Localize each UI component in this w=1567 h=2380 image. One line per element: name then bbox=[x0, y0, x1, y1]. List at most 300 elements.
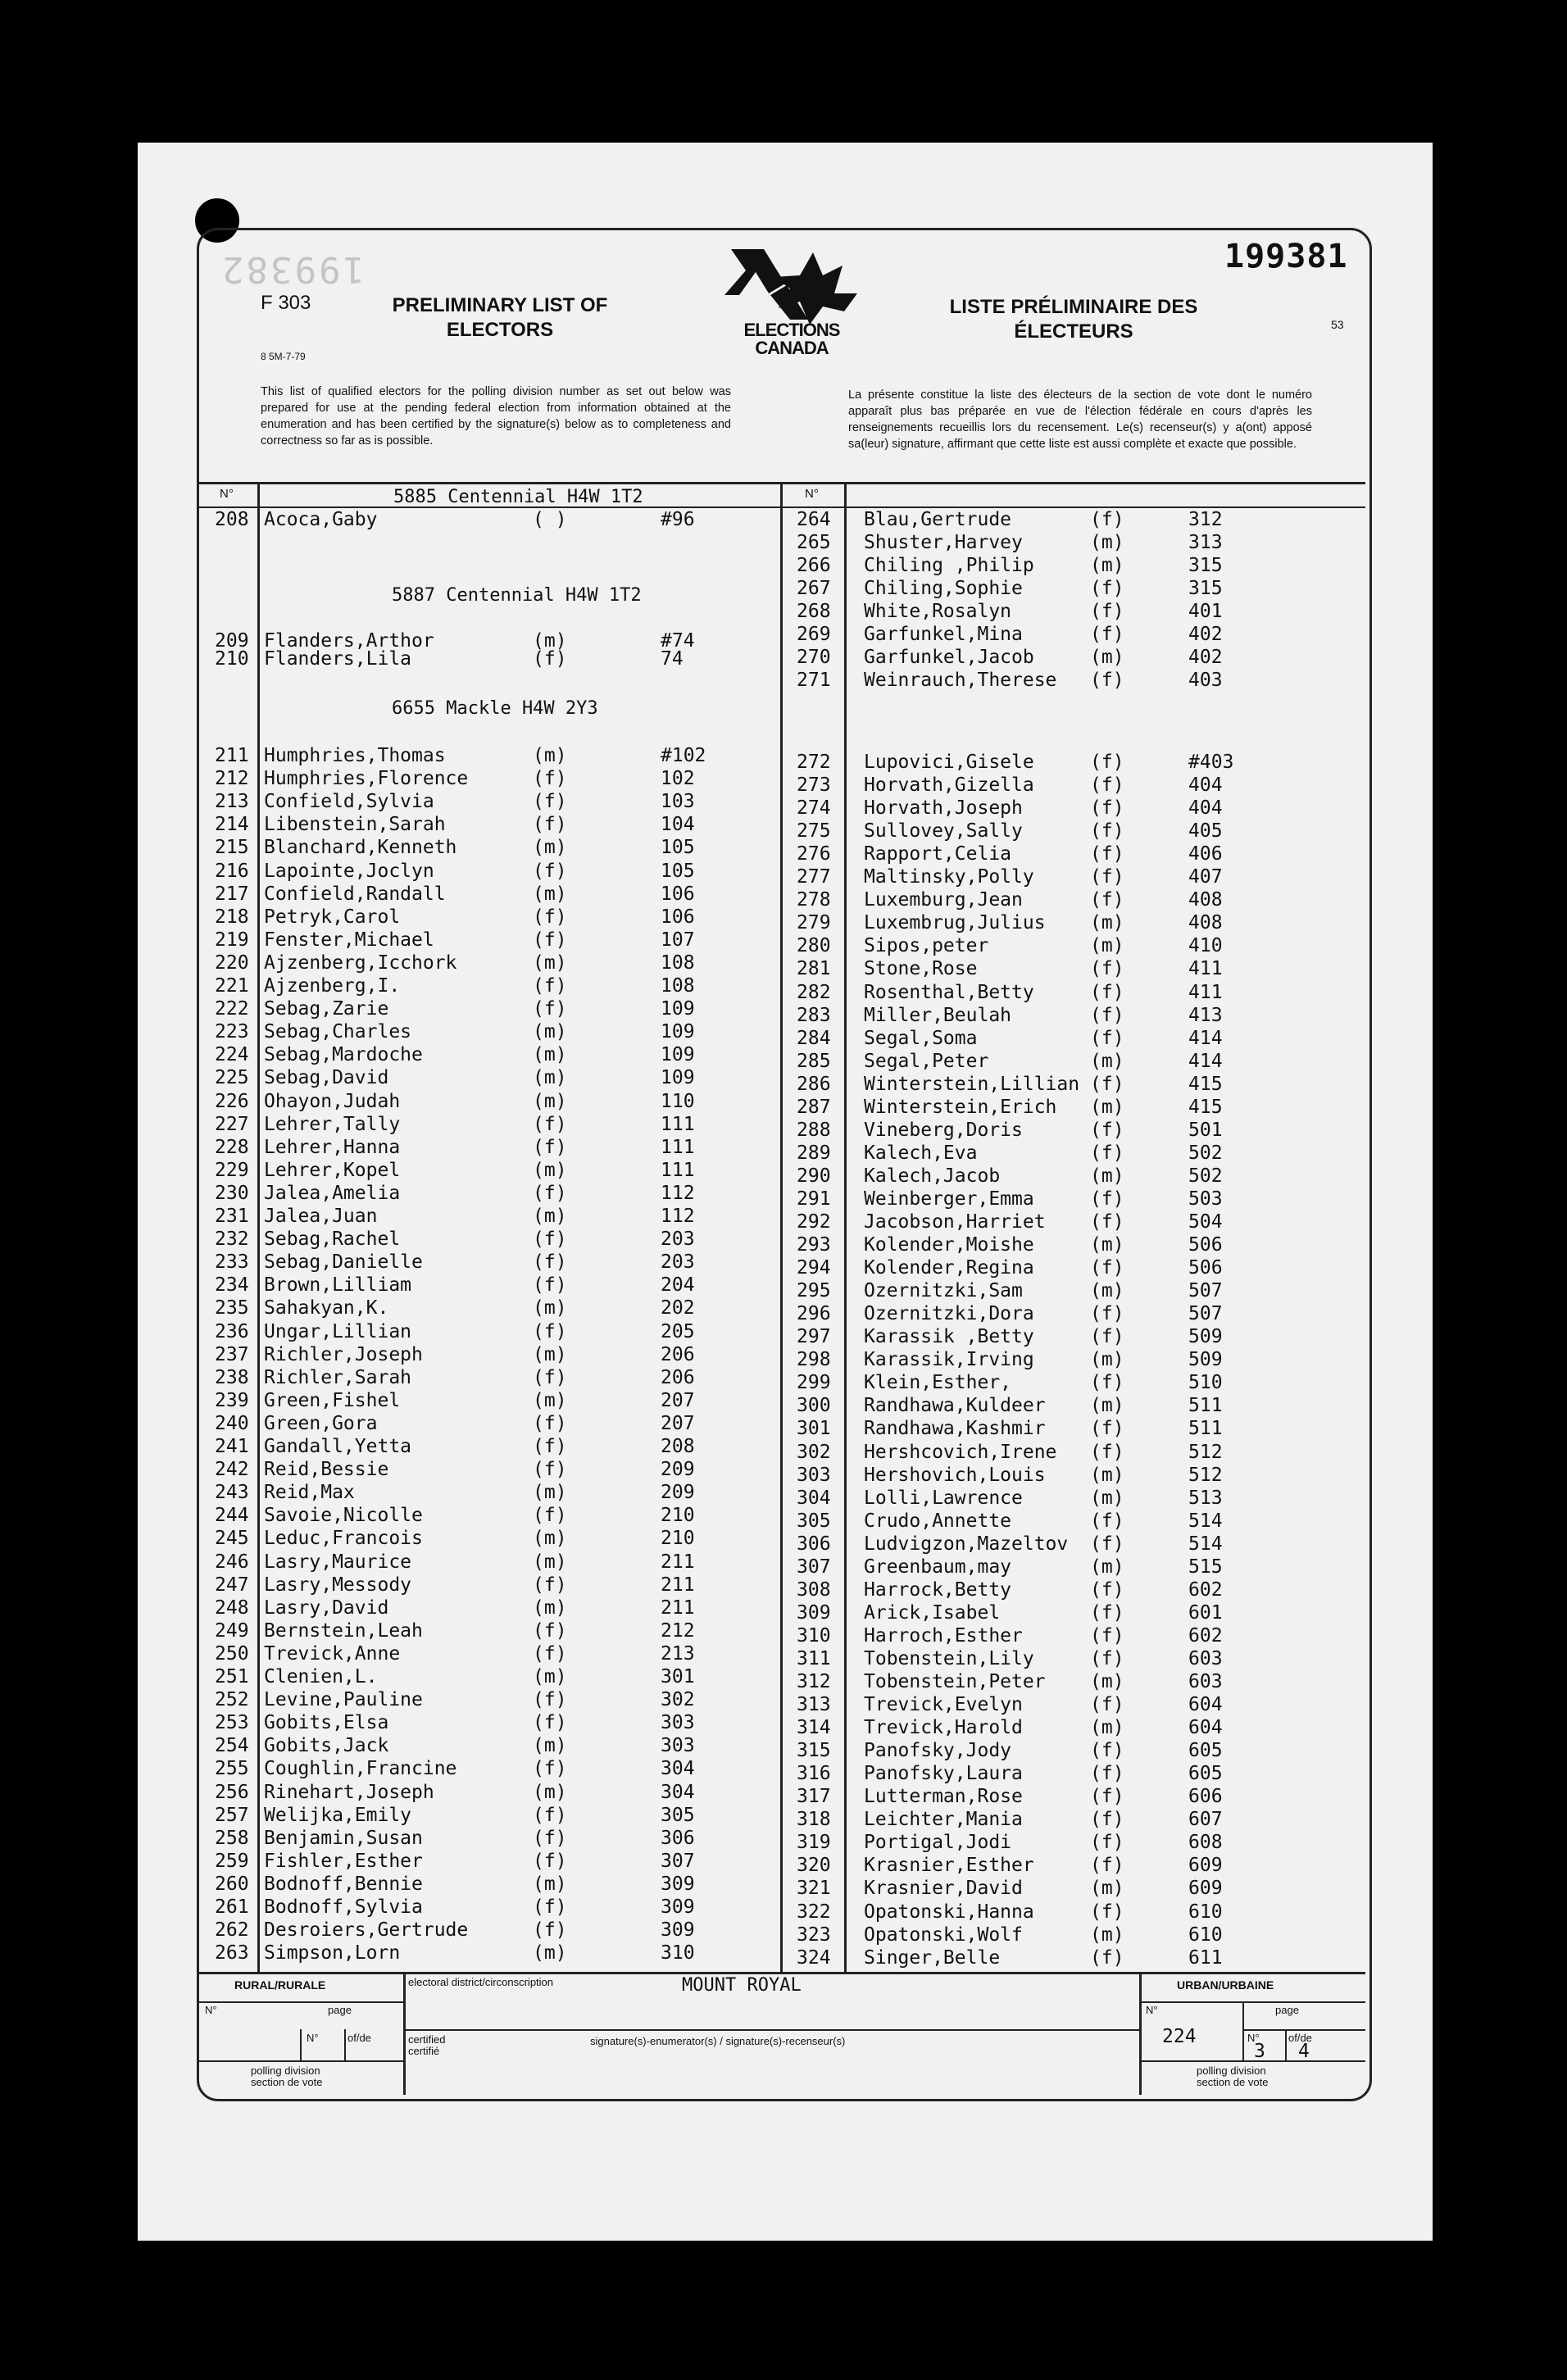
elector-sex: (f) bbox=[1090, 1326, 1124, 1348]
elector-apt: 502 bbox=[1188, 1165, 1223, 1187]
elector-apt: 611 bbox=[1188, 1946, 1223, 1969]
elector-apt: 305 bbox=[661, 1804, 695, 1826]
elector-apt: 512 bbox=[1188, 1441, 1223, 1463]
elector-apt: 512 bbox=[1188, 1464, 1223, 1486]
elector-name: Karassik ,Betty bbox=[864, 1326, 1034, 1348]
elector-name: Shuster,Harvey bbox=[864, 532, 1023, 553]
footer-rural-page-divider bbox=[300, 2029, 302, 2060]
elector-sex: (f) bbox=[1090, 981, 1124, 1003]
elector-number: 242 bbox=[215, 1459, 249, 1481]
elector-sex: (f) bbox=[533, 860, 567, 882]
elector-name: Sebag,Danielle bbox=[264, 1251, 423, 1274]
elector-number: 234 bbox=[215, 1274, 249, 1297]
elector-row bbox=[0, 1396, 1567, 1415]
elector-apt: 610 bbox=[1188, 1901, 1223, 1923]
elector-name: Sebag,Charles bbox=[264, 1021, 412, 1043]
elector-number: 266 bbox=[797, 555, 831, 576]
elector-row bbox=[0, 1902, 1567, 1922]
elector-name: Jacobson,Harriet bbox=[864, 1211, 1046, 1233]
elector-sex: (f) bbox=[1090, 843, 1124, 865]
elector-sex: (f) bbox=[533, 1827, 567, 1849]
elector-sex: (m) bbox=[1090, 1464, 1124, 1486]
elector-apt: 603 bbox=[1188, 1647, 1223, 1669]
elector-apt: 309 bbox=[661, 1896, 695, 1918]
elector-apt: 111 bbox=[661, 1113, 695, 1135]
elector-apt: 202 bbox=[661, 1297, 695, 1319]
elector-row bbox=[0, 1465, 1567, 1485]
elector-number: 285 bbox=[797, 1050, 831, 1072]
elector-name: Kolender,Moishe bbox=[864, 1234, 1034, 1256]
elector-row bbox=[0, 1626, 1567, 1646]
urban-no-label: N° bbox=[1146, 2004, 1158, 2016]
elector-number: 256 bbox=[215, 1781, 249, 1803]
elector-number: 211 bbox=[215, 745, 249, 766]
elector-number: 298 bbox=[797, 1349, 831, 1371]
elector-sex: (m) bbox=[533, 1873, 567, 1895]
elector-row bbox=[0, 1695, 1567, 1715]
elector-apt: 609 bbox=[1188, 1855, 1223, 1877]
urban-of-label: of/de bbox=[1288, 2032, 1312, 2044]
elector-name: Rinehart,Joseph bbox=[264, 1781, 434, 1803]
elector-number: 267 bbox=[797, 578, 831, 599]
elector-apt: 110 bbox=[661, 1090, 695, 1112]
elector-number: 318 bbox=[797, 1809, 831, 1831]
elector-apt: 610 bbox=[1188, 1924, 1223, 1946]
elector-apt: 414 bbox=[1188, 1027, 1223, 1049]
elector-number: 294 bbox=[797, 1257, 831, 1279]
elector-sex: (f) bbox=[1090, 1257, 1124, 1279]
elector-name: Lutterman,Rose bbox=[864, 1786, 1023, 1808]
elector-row bbox=[0, 1672, 1567, 1692]
elector-apt: 509 bbox=[1188, 1326, 1223, 1348]
no-header-left: N° bbox=[220, 487, 234, 501]
district-value: MOUNT ROYAL bbox=[682, 1975, 802, 1996]
elector-number: 248 bbox=[215, 1597, 249, 1619]
elector-sex: (f) bbox=[1090, 1601, 1124, 1624]
elector-apt: 403 bbox=[1188, 670, 1223, 691]
ghost-serial: 199382 bbox=[220, 248, 365, 290]
elector-apt: 210 bbox=[661, 1505, 695, 1527]
elector-sex: (m) bbox=[533, 952, 567, 974]
elector-name: Rapport,Celia bbox=[864, 843, 1012, 865]
elector-row bbox=[0, 579, 1567, 598]
elector-row bbox=[0, 1350, 1567, 1369]
elector-apt: 507 bbox=[1188, 1280, 1223, 1302]
elector-sex: (f) bbox=[1090, 1533, 1124, 1555]
elector-number: 271 bbox=[797, 670, 831, 691]
rural-polling-en: polling division bbox=[251, 2064, 320, 2077]
elector-sex: (f) bbox=[1090, 1441, 1124, 1463]
elector-number: 251 bbox=[215, 1666, 249, 1687]
elector-apt: 211 bbox=[661, 1574, 695, 1596]
elector-sex: (f) bbox=[533, 1436, 567, 1457]
elector-name: Randhawa,Kuldeer bbox=[864, 1395, 1046, 1417]
elector-name: Luxembrug,Julius bbox=[864, 912, 1046, 934]
elector-number: 312 bbox=[797, 1671, 831, 1692]
elector-name: Weinrauch,Therese bbox=[864, 670, 1057, 691]
rural-no-label: N° bbox=[205, 2004, 217, 2016]
elector-sex: (m) bbox=[1090, 555, 1124, 576]
elector-row bbox=[0, 1649, 1567, 1669]
elector-apt: 210 bbox=[661, 1528, 695, 1550]
elector-row bbox=[0, 1051, 1567, 1071]
elector-sex: (f) bbox=[1090, 1119, 1124, 1141]
elector-name: Fenster,Michael bbox=[264, 929, 434, 951]
elector-apt: 607 bbox=[1188, 1809, 1223, 1831]
elector-name: Luxemburg,Jean bbox=[864, 889, 1023, 911]
elector-name: Jalea,Amelia bbox=[264, 1182, 401, 1204]
elector-row bbox=[0, 1373, 1567, 1392]
elector-apt: 514 bbox=[1188, 1533, 1223, 1555]
elector-apt: 105 bbox=[661, 837, 695, 859]
elector-name: Bodnoff,Bennie bbox=[264, 1873, 423, 1895]
elector-row bbox=[0, 890, 1567, 910]
urban-page-no-label: N° bbox=[1247, 2032, 1260, 2044]
elector-number: 295 bbox=[797, 1280, 831, 1302]
elector-sex: (m) bbox=[533, 745, 567, 766]
urban-polling-fr: section de vote bbox=[1197, 2076, 1269, 2088]
elector-name: Panofsky,Laura bbox=[864, 1763, 1023, 1785]
elector-number: 308 bbox=[797, 1578, 831, 1601]
elector-number: 303 bbox=[797, 1464, 831, 1486]
footer-rural-of-divider bbox=[344, 2029, 346, 2060]
elector-name: Chiling,Sophie bbox=[864, 578, 1023, 599]
elector-name: Winterstein,Lillian bbox=[864, 1073, 1080, 1095]
title-english bbox=[361, 293, 639, 343]
elector-name: Horvath,Joseph bbox=[864, 797, 1023, 820]
elector-sex: (m) bbox=[533, 1942, 567, 1964]
elector-name: Jalea,Juan bbox=[264, 1206, 378, 1227]
elector-name: Richler,Sarah bbox=[264, 1366, 412, 1388]
elector-sex: (f) bbox=[1090, 1763, 1124, 1785]
elector-name: Ozernitzki,Dora bbox=[864, 1303, 1034, 1325]
elector-number: 324 bbox=[797, 1946, 831, 1969]
elector-sex: (f) bbox=[533, 1642, 567, 1665]
elector-number: 300 bbox=[797, 1395, 831, 1417]
elector-apt: 74 bbox=[661, 648, 684, 670]
elector-name: Coughlin,Francine bbox=[264, 1758, 457, 1780]
elector-name: Trevick,Evelyn bbox=[864, 1694, 1023, 1716]
elector-sex: (m) bbox=[1090, 1234, 1124, 1256]
elector-sex: (f) bbox=[533, 1459, 567, 1481]
elector-name: Sebag,Zarie bbox=[264, 998, 389, 1020]
certified-en: certified bbox=[408, 2033, 446, 2046]
elector-number: 229 bbox=[215, 1159, 249, 1181]
elector-sex: (m) bbox=[1090, 1349, 1124, 1371]
elector-name: Lupovici,Gisele bbox=[864, 752, 1034, 773]
elector-number: 255 bbox=[215, 1758, 249, 1780]
elector-number: 223 bbox=[215, 1021, 249, 1043]
elector-name: Richler,Joseph bbox=[264, 1343, 423, 1365]
elector-row bbox=[0, 1166, 1567, 1186]
elector-sex: (m) bbox=[533, 1781, 567, 1803]
elector-name: Weinberger,Emma bbox=[864, 1188, 1034, 1210]
elector-number: 236 bbox=[215, 1320, 249, 1342]
logo-line1: ELECTIONS bbox=[743, 320, 840, 340]
elector-apt: 510 bbox=[1188, 1372, 1223, 1394]
elector-sex: (f) bbox=[533, 1804, 567, 1826]
elector-number: 230 bbox=[215, 1182, 249, 1204]
elector-apt: 309 bbox=[661, 1873, 695, 1895]
elector-apt: 415 bbox=[1188, 1073, 1223, 1095]
elector-apt: 206 bbox=[661, 1343, 695, 1365]
elector-apt: #102 bbox=[661, 745, 706, 766]
elector-apt: 504 bbox=[1188, 1211, 1223, 1233]
elector-row bbox=[0, 913, 1567, 933]
elector-apt: 603 bbox=[1188, 1671, 1223, 1692]
elector-sex: (m) bbox=[533, 1067, 567, 1089]
notice-english: This list of qualified electors for the polling division number as set out below was prepared for use at the pending federal election from information obtained at the enumeration and has been certified by the signature(s) below as to completeness and correctness so far as is possible. bbox=[261, 385, 731, 447]
elector-number: 219 bbox=[215, 929, 249, 951]
elector-number: 288 bbox=[797, 1119, 831, 1141]
elector-apt: 511 bbox=[1188, 1395, 1223, 1417]
elector-apt: 411 bbox=[1188, 958, 1223, 980]
elector-number: 304 bbox=[797, 1487, 831, 1509]
elector-apt: 310 bbox=[661, 1942, 695, 1964]
elector-apt: 205 bbox=[661, 1320, 695, 1342]
serial-number: 199381 bbox=[1224, 238, 1348, 275]
elector-number: 272 bbox=[797, 752, 831, 773]
elector-sex: (f) bbox=[533, 975, 567, 997]
elector-name: Humphries,Thomas bbox=[264, 745, 446, 766]
footer-urban-of-divider bbox=[1285, 2029, 1287, 2060]
elector-sex: (f) bbox=[533, 1574, 567, 1596]
elector-name: Hershcovich,Irene bbox=[864, 1441, 1057, 1463]
elector-apt: 207 bbox=[661, 1389, 695, 1411]
elector-name: White,Rosalyn bbox=[864, 601, 1012, 622]
margin-mark: 53 bbox=[1331, 318, 1344, 331]
elector-row bbox=[0, 959, 1567, 979]
elector-sex: (f) bbox=[1090, 1901, 1124, 1923]
elector-name: Desroiers,Gertrude bbox=[264, 1919, 469, 1942]
elector-apt: 303 bbox=[661, 1735, 695, 1757]
elector-number: 262 bbox=[215, 1919, 249, 1942]
elector-row bbox=[0, 625, 1567, 644]
elector-name: Benjamin,Susan bbox=[264, 1827, 423, 1849]
elector-apt: 509 bbox=[1188, 1349, 1223, 1371]
address-line-2: 5887 Centennial H4W 1T2 bbox=[392, 585, 642, 606]
elector-sex: (m) bbox=[1090, 1165, 1124, 1187]
elector-row bbox=[0, 1097, 1567, 1117]
elector-apt: 402 bbox=[1188, 647, 1223, 668]
elector-row bbox=[0, 1718, 1567, 1737]
elector-apt: 608 bbox=[1188, 1832, 1223, 1854]
district-label: electoral district/circonscription bbox=[408, 1976, 554, 1988]
elector-sex: (f) bbox=[533, 929, 567, 951]
elector-sex: (f) bbox=[1090, 1786, 1124, 1808]
elector-name: Humphries,Florence bbox=[264, 768, 469, 790]
elector-number: 231 bbox=[215, 1206, 249, 1227]
elector-apt: 408 bbox=[1188, 912, 1223, 934]
elector-number: 214 bbox=[215, 814, 249, 836]
elector-sex: (f) bbox=[1090, 1946, 1124, 1969]
elector-sex: (f) bbox=[533, 998, 567, 1020]
elector-apt: 106 bbox=[661, 906, 695, 928]
elector-name: Vineberg,Doris bbox=[864, 1119, 1023, 1141]
elector-row bbox=[0, 867, 1567, 887]
elector-row bbox=[0, 1810, 1567, 1829]
elector-number: 241 bbox=[215, 1436, 249, 1457]
elector-number: 289 bbox=[797, 1142, 831, 1164]
elector-name: Rosenthal,Betty bbox=[864, 981, 1034, 1003]
elector-sex: (m) bbox=[533, 883, 567, 905]
elector-apt: 112 bbox=[661, 1182, 695, 1204]
elector-apt: 602 bbox=[1188, 1578, 1223, 1601]
elector-apt: 402 bbox=[1188, 624, 1223, 645]
elector-number: 260 bbox=[215, 1873, 249, 1895]
elector-apt: 507 bbox=[1188, 1303, 1223, 1325]
polling-division-number: 224 bbox=[1162, 2026, 1197, 2047]
elector-number: 284 bbox=[797, 1027, 831, 1049]
elector-name: Chiling ,Philip bbox=[864, 555, 1034, 576]
elector-name: Gobits,Jack bbox=[264, 1735, 389, 1757]
elector-apt: 606 bbox=[1188, 1786, 1223, 1808]
elector-apt: 514 bbox=[1188, 1510, 1223, 1532]
elector-apt: 203 bbox=[661, 1251, 695, 1274]
elector-apt: #403 bbox=[1188, 752, 1234, 773]
elector-row bbox=[0, 1833, 1567, 1852]
elector-row bbox=[0, 1878, 1567, 1898]
elector-number: 228 bbox=[215, 1136, 249, 1158]
elector-sex: (f) bbox=[1090, 1809, 1124, 1831]
elector-apt: 111 bbox=[661, 1159, 695, 1181]
elector-number: 287 bbox=[797, 1096, 831, 1118]
elector-sex: (f) bbox=[533, 1896, 567, 1918]
elector-sex: (m) bbox=[1090, 935, 1124, 957]
elector-name: Lasry,Maurice bbox=[264, 1551, 412, 1573]
elector-row bbox=[0, 1327, 1567, 1347]
elector-sex: (m) bbox=[533, 1389, 567, 1411]
elector-apt: 109 bbox=[661, 1067, 695, 1089]
elector-number: 273 bbox=[797, 774, 831, 797]
elector-row bbox=[0, 1235, 1567, 1255]
elector-apt: 208 bbox=[661, 1436, 695, 1457]
elector-sex: (f) bbox=[533, 1136, 567, 1158]
elector-name: Blau,Gertrude bbox=[864, 509, 1012, 530]
elector-sex: (f) bbox=[1090, 1142, 1124, 1164]
elector-number: 296 bbox=[797, 1303, 831, 1325]
elector-row bbox=[0, 533, 1567, 552]
elector-sex: (f) bbox=[1090, 1624, 1124, 1646]
elector-row bbox=[0, 1741, 1567, 1760]
elector-apt: 104 bbox=[661, 814, 695, 836]
elector-sex: (f) bbox=[1090, 1372, 1124, 1394]
elector-name: Reid,Bessie bbox=[264, 1459, 389, 1481]
footer-urban-page-divider bbox=[1242, 2003, 1244, 2060]
certified-fr: certifié bbox=[408, 2045, 440, 2057]
elector-apt: 106 bbox=[661, 883, 695, 905]
elector-apt: 301 bbox=[661, 1666, 695, 1687]
elector-name: Greenbaum,may bbox=[864, 1556, 1012, 1578]
elector-name: Leichter,Mania bbox=[864, 1809, 1023, 1831]
elector-number: 213 bbox=[215, 791, 249, 813]
footer-urban-rule bbox=[1141, 2001, 1365, 2003]
elector-number: 259 bbox=[215, 1850, 249, 1872]
address-line-3: 6655 Mackle H4W 2Y3 bbox=[392, 698, 598, 719]
elector-sex: (f) bbox=[1090, 1510, 1124, 1532]
elector-name: Ungar,Lillian bbox=[264, 1320, 412, 1342]
elector-sex: (m) bbox=[533, 1044, 567, 1066]
urban-polling-en: polling division bbox=[1197, 2064, 1266, 2077]
footer-rural-rule bbox=[198, 2001, 403, 2003]
elector-name: Flanders,Lila bbox=[264, 648, 412, 670]
elector-row bbox=[0, 1258, 1567, 1278]
signature-label: signature(s)-enumerator(s) / signature(s)-recenseur(s) bbox=[590, 2035, 846, 2047]
elector-name: Singer,Belle bbox=[864, 1946, 1001, 1969]
elector-apt: #96 bbox=[661, 509, 695, 530]
elector-sex: (m) bbox=[1090, 1280, 1124, 1302]
elector-number: 215 bbox=[215, 837, 249, 859]
elector-number: 221 bbox=[215, 975, 249, 997]
elector-name: Harrock,Betty bbox=[864, 1578, 1012, 1601]
elector-number: 275 bbox=[797, 820, 831, 843]
elector-name: Bernstein,Leah bbox=[264, 1619, 423, 1642]
elector-sex: (f) bbox=[533, 1919, 567, 1942]
elector-name: Klein,Esther, bbox=[864, 1372, 1012, 1394]
elector-row bbox=[0, 1304, 1567, 1324]
elector-sex: (f) bbox=[1090, 774, 1124, 797]
elector-number: 232 bbox=[215, 1229, 249, 1251]
elector-name: Arick,Isabel bbox=[864, 1601, 1001, 1624]
elector-sex: (f) bbox=[1090, 1004, 1124, 1026]
elector-sex: (m) bbox=[1090, 1556, 1124, 1578]
elector-name: Savoie,Nicolle bbox=[264, 1505, 423, 1527]
elector-number: 261 bbox=[215, 1896, 249, 1918]
elector-sex: (m) bbox=[533, 1597, 567, 1619]
elector-apt: 506 bbox=[1188, 1234, 1223, 1256]
elector-row bbox=[0, 1120, 1567, 1140]
elector-sex: (f) bbox=[1090, 1647, 1124, 1669]
elector-sex: (m) bbox=[533, 1735, 567, 1757]
elector-number: 264 bbox=[797, 509, 831, 530]
elector-number: 222 bbox=[215, 998, 249, 1020]
elector-number: 225 bbox=[215, 1067, 249, 1089]
elector-sex: (f) bbox=[1090, 1418, 1124, 1440]
elector-sex: (f) bbox=[1090, 1303, 1124, 1325]
rural-polling-fr: section de vote bbox=[251, 2076, 323, 2088]
elector-sex: (f) bbox=[1090, 866, 1124, 888]
elector-sex: (f) bbox=[533, 1320, 567, 1342]
elector-name: Welijka,Emily bbox=[264, 1804, 412, 1826]
elector-name: Harroch,Esther bbox=[864, 1624, 1023, 1646]
elector-apt: 605 bbox=[1188, 1740, 1223, 1762]
elector-number: 283 bbox=[797, 1004, 831, 1026]
notice-french: La présente constitue la liste des électeurs de la section de vote dont le numéro apparaît plus bas préparée en vue de l'élection fédérale en cours d'après les renseignements recueillis lors du recensement. Le(s) recenseur(s) y a(ont) apposé sa(leur) signature, affirmant que cette liste est aussi complète et exacte que possible. bbox=[848, 388, 1312, 451]
elector-name: Garfunkel,Mina bbox=[864, 624, 1023, 645]
elector-name: Ludvigzon,Mazeltov bbox=[864, 1533, 1069, 1555]
footer-rural-bottom-rule bbox=[198, 2060, 403, 2062]
elector-number: 309 bbox=[797, 1601, 831, 1624]
elector-apt: 211 bbox=[661, 1551, 695, 1573]
elector-name: Flanders,Arthor bbox=[264, 630, 434, 652]
elector-apt: 309 bbox=[661, 1919, 695, 1942]
elector-number: 277 bbox=[797, 866, 831, 888]
elector-row bbox=[0, 1074, 1567, 1094]
footer-urban-bottom-rule bbox=[1141, 2060, 1365, 2062]
elector-number: 244 bbox=[215, 1505, 249, 1527]
elector-row bbox=[0, 670, 1567, 690]
elector-apt: 413 bbox=[1188, 1004, 1223, 1026]
elector-number: 227 bbox=[215, 1113, 249, 1135]
title-french bbox=[918, 295, 1229, 344]
elector-number: 253 bbox=[215, 1712, 249, 1734]
elector-sex: (f) bbox=[533, 906, 567, 928]
elector-sex: (f) bbox=[533, 1366, 567, 1388]
elector-row bbox=[0, 983, 1567, 1002]
elector-sex: (f) bbox=[533, 814, 567, 836]
elector-row bbox=[0, 1212, 1567, 1232]
elector-apt: 204 bbox=[661, 1274, 695, 1297]
